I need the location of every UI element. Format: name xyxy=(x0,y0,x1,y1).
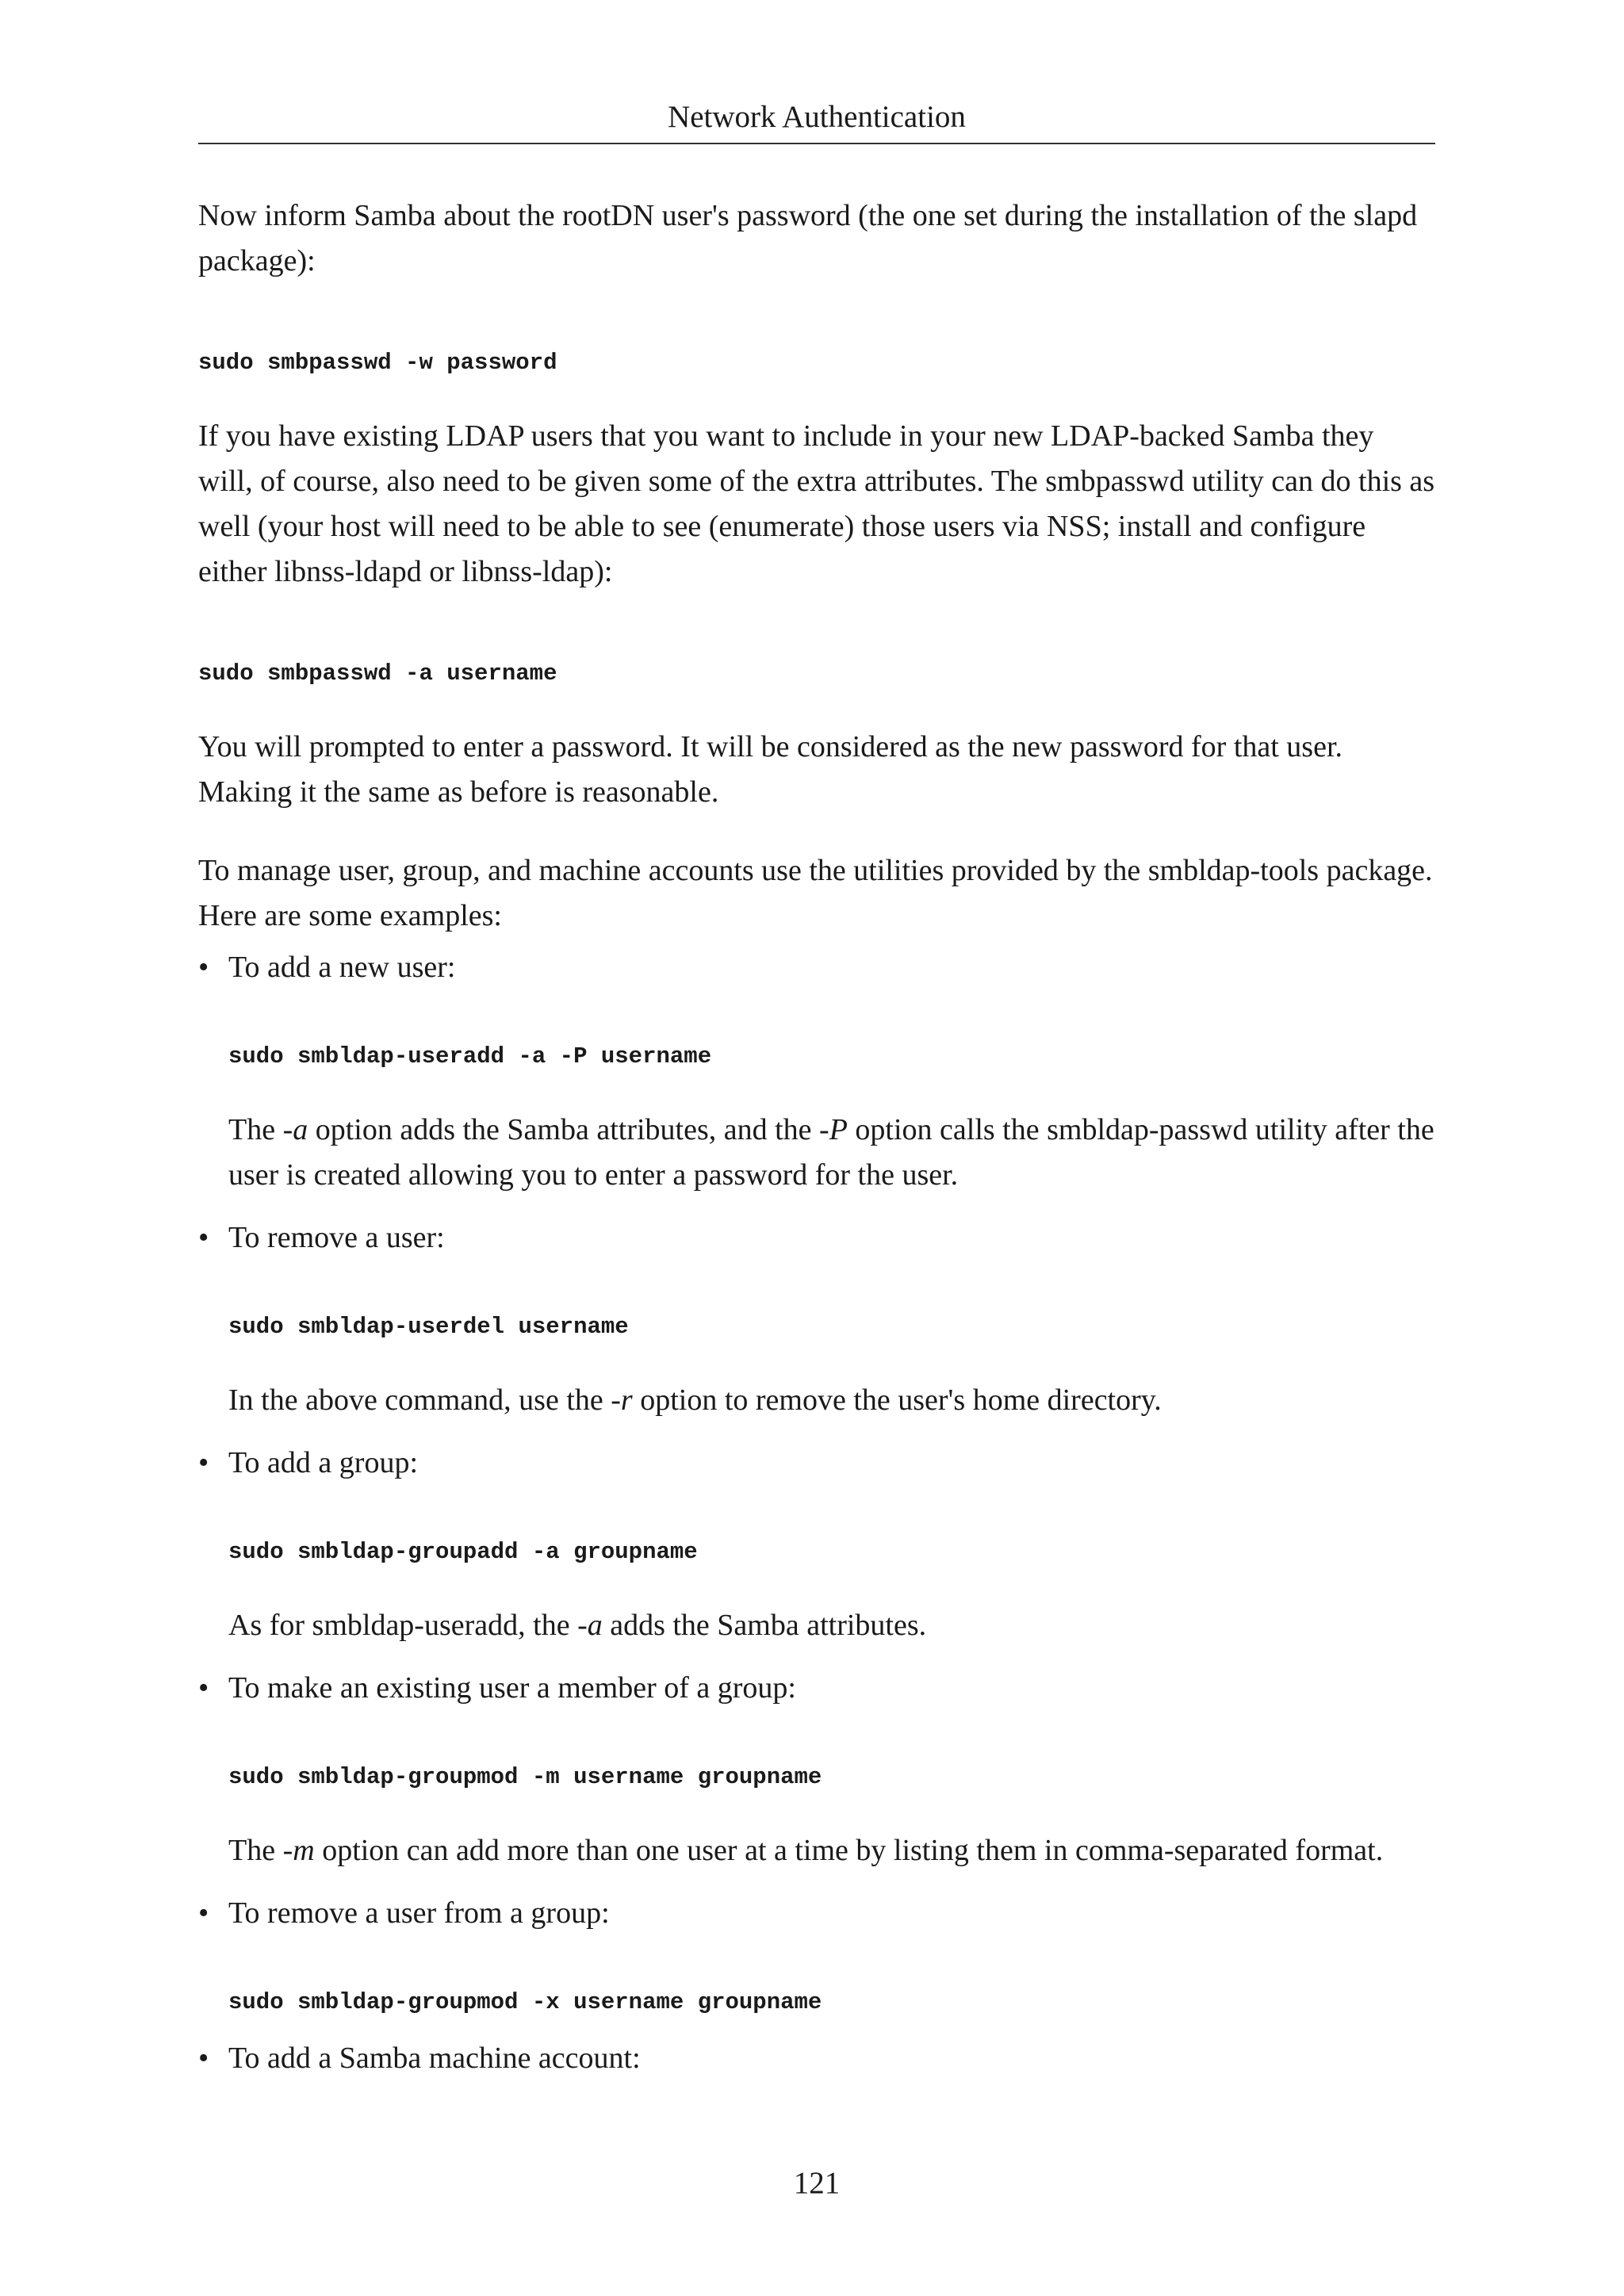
page-number: 121 xyxy=(793,2166,841,2200)
item-lead: To remove a user: xyxy=(228,1221,445,1254)
manage-paragraph: To manage user, group, and machine accounts use the utilities provided by the smbldap-tools package. Here are some examples: xyxy=(198,854,1433,932)
header-rule xyxy=(198,143,1435,144)
code-groupmod-x: sudo smbldap-groupmod -x username groupname xyxy=(228,1989,822,2015)
prompt-paragraph: You will prompted to enter a password. It will be considered as the new password for that user. Making it the same as before is reasonable. xyxy=(198,730,1343,809)
existing-users-paragraph: If you have existing LDAP users that you want to include in your new LDAP-backed Samba they will, of course, also need to be given some of the extra attributes. The smbpasswd utility can do this as well (your host will need to be able to see (enumerate) those users via NSS; install and configure either libnss-ldapd or libnss-ldap): xyxy=(198,419,1435,588)
code-groupadd: sudo smbldap-groupadd -a groupname xyxy=(228,1539,698,1565)
intro-paragraph: Now inform Samba about the rootDN user's password (the one set during the installation of the slapd package): xyxy=(198,199,1418,277)
list-item-add-member xyxy=(198,1666,1435,1873)
item-note: The -m option can add more than one user at a time by listing them in comma-separated format. xyxy=(228,1834,1384,1867)
item-note: The -a option adds the Samba attributes, and the -P option calls the smbldap-passwd utility after the user is created allowing you to enter a password for the user. xyxy=(228,1113,1434,1192)
page-content xyxy=(198,193,1435,2099)
running-header: Network Authentication xyxy=(668,100,966,134)
item-lead: To add a group: xyxy=(228,1446,419,1479)
code-useradd: sudo smbldap-useradd -a -P username xyxy=(228,1043,712,1070)
code-groupmod-m: sudo smbldap-groupmod -m username groupname xyxy=(228,1764,822,1790)
item-lead: To add a new user: xyxy=(228,951,456,984)
code-smbpasswd-w: sudo smbpasswd -w password xyxy=(198,350,557,376)
code-smbpasswd-a: sudo smbpasswd -a username xyxy=(198,660,557,687)
list-item-add-user xyxy=(198,945,1435,1198)
option-a: -a xyxy=(577,1609,603,1642)
option-P: -P xyxy=(819,1113,848,1146)
item-lead: To remove a user from a group: xyxy=(228,1896,610,1930)
list-item-remove-user xyxy=(198,1215,1435,1423)
option-r: -r xyxy=(611,1383,633,1417)
document-page xyxy=(198,0,1435,2296)
bullet: • xyxy=(198,951,209,984)
item-note: In the above command, use the -r option to remove the user's home directory. xyxy=(228,1383,1162,1417)
item-note: As for smbldap-useradd, the -a adds the Samba attributes. xyxy=(228,1609,927,1642)
list-item-add-group xyxy=(198,1441,1435,1648)
bullet: • xyxy=(198,1671,209,1705)
code-userdel: sudo smbldap-userdel username xyxy=(228,1314,629,1340)
list-item-add-machine xyxy=(198,2036,1435,2081)
item-lead: To add a Samba machine account: xyxy=(228,2042,641,2075)
option-m: -m xyxy=(282,1834,315,1867)
item-lead: To make an existing user a member of a group: xyxy=(228,1671,796,1705)
examples-list xyxy=(198,945,1435,2081)
bullet: • xyxy=(198,1221,209,1254)
list-item-remove-member xyxy=(198,1891,1435,2019)
bullet: • xyxy=(198,1446,209,1479)
bullet: • xyxy=(198,1896,209,1930)
option-a: -a xyxy=(282,1113,308,1146)
bullet: • xyxy=(198,2042,209,2075)
